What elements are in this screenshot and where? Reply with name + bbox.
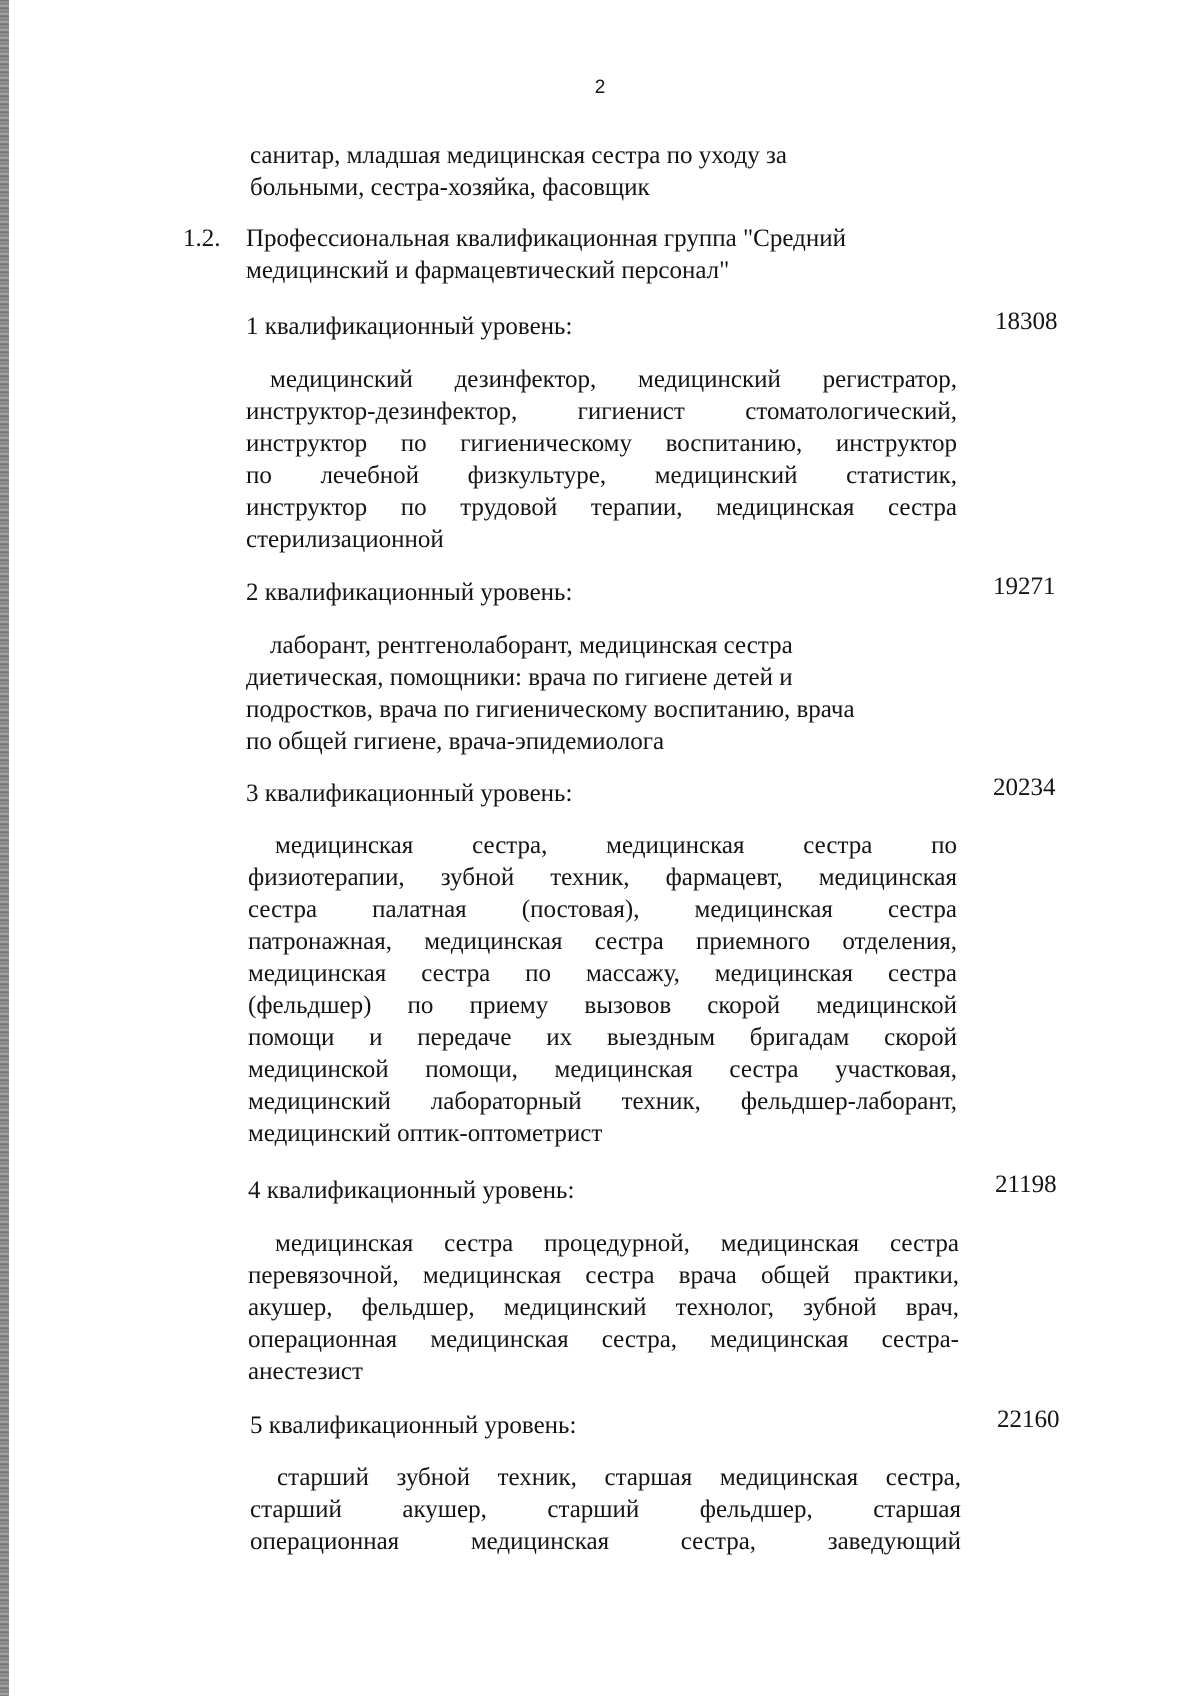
description-line: (фельдшер) по приему вызовов скорой медицинской <box>248 992 957 1019</box>
level-salary: 21198 <box>995 1171 1057 1198</box>
level-label: 4 квалификационный уровень: <box>248 1177 575 1204</box>
level-label: 1 квалификационный уровень: <box>246 313 573 340</box>
level-label: 2 квалификационный уровень: <box>246 579 573 606</box>
description-line: патронажная, медицинская сестра приемного отделения, <box>248 928 957 955</box>
description-line: операционная медицинская сестра, заведующий <box>250 1528 961 1555</box>
level-description <box>246 364 957 556</box>
description-line: по общей гигиене, врача-эпидемиолога <box>246 728 665 755</box>
intro-paragraph <box>250 140 900 204</box>
level-label: 5 квалификационный уровень: <box>250 1412 577 1439</box>
description-line: лаборант, рентгенолаборант, медицинская сестра <box>270 632 793 659</box>
level-salary: 19271 <box>993 573 1056 600</box>
level-description <box>246 630 957 758</box>
description-line: стерилизационной <box>246 526 444 553</box>
intro-line: больными, сестра-хозяйка, фасовщик <box>250 174 650 201</box>
description-line: диетическая, помощники: врача по гигиене детей и <box>246 664 793 691</box>
description-line: медицинской помощи, медицинская сестра участковая, <box>248 1056 957 1083</box>
description-line: инструктор по трудовой терапии, медицинская сестра <box>246 494 957 521</box>
level-description <box>248 1228 959 1388</box>
description-line: инструктор по гигиеническому воспитанию, инструктор <box>246 430 957 457</box>
description-line: подростков, врача по гигиеническому воспитанию, врача <box>246 696 855 723</box>
page-number: 2 <box>594 77 606 98</box>
level-salary: 20234 <box>993 774 1056 801</box>
description-line: физиотерапии, зубной техник, фармацевт, медицинская <box>248 864 957 891</box>
description-line: операционная медицинская сестра, медицинская сестра- <box>248 1326 959 1353</box>
level-description <box>248 830 957 1150</box>
description-line: помощи и передаче их выездным бригадам скорой <box>248 1024 957 1051</box>
description-line: медицинская сестра процедурной, медицинская сестра <box>275 1230 959 1257</box>
group-title <box>246 223 926 287</box>
intro-line: санитар, младшая медицинская сестра по уходу за <box>250 142 788 169</box>
description-line: по лечебной физкультуре, медицинский статистик, <box>246 462 957 489</box>
description-line: анестезист <box>248 1358 363 1385</box>
group-title-line: Профессиональная квалификационная группа "Средний <box>246 225 846 252</box>
description-line: инструктор-дезинфектор, гигиенист стоматологический, <box>246 398 957 425</box>
level-salary: 18308 <box>995 308 1058 335</box>
description-line: медицинский оптик-оптометрист <box>248 1120 603 1147</box>
group-title-line: медицинский и фармацевтический персонал" <box>246 257 730 284</box>
scan-edge <box>0 0 9 1696</box>
level-salary: 22160 <box>997 1406 1060 1433</box>
level-label: 3 квалификационный уровень: <box>246 780 573 807</box>
description-line: перевязочной, медицинская сестра врача общей практики, <box>248 1262 959 1289</box>
description-line: старший акушер, старший фельдшер, старшая <box>250 1496 961 1523</box>
group-number: 1.2. <box>183 225 221 252</box>
level-description <box>250 1462 961 1558</box>
description-line: медицинская сестра, медицинская сестра по <box>275 832 957 859</box>
description-line: старший зубной техник, старшая медицинская сестра, <box>277 1464 961 1491</box>
description-line: сестра палатная (постовая), медицинская сестра <box>248 896 957 923</box>
description-line: медицинский лабораторный техник, фельдшер-лаборант, <box>248 1088 957 1115</box>
description-line: медицинская сестра по массажу, медицинская сестра <box>248 960 957 987</box>
description-line: медицинский дезинфектор, медицинский регистратор, <box>270 366 957 393</box>
description-line: акушер, фельдшер, медицинский технолог, зубной врач, <box>248 1294 959 1321</box>
